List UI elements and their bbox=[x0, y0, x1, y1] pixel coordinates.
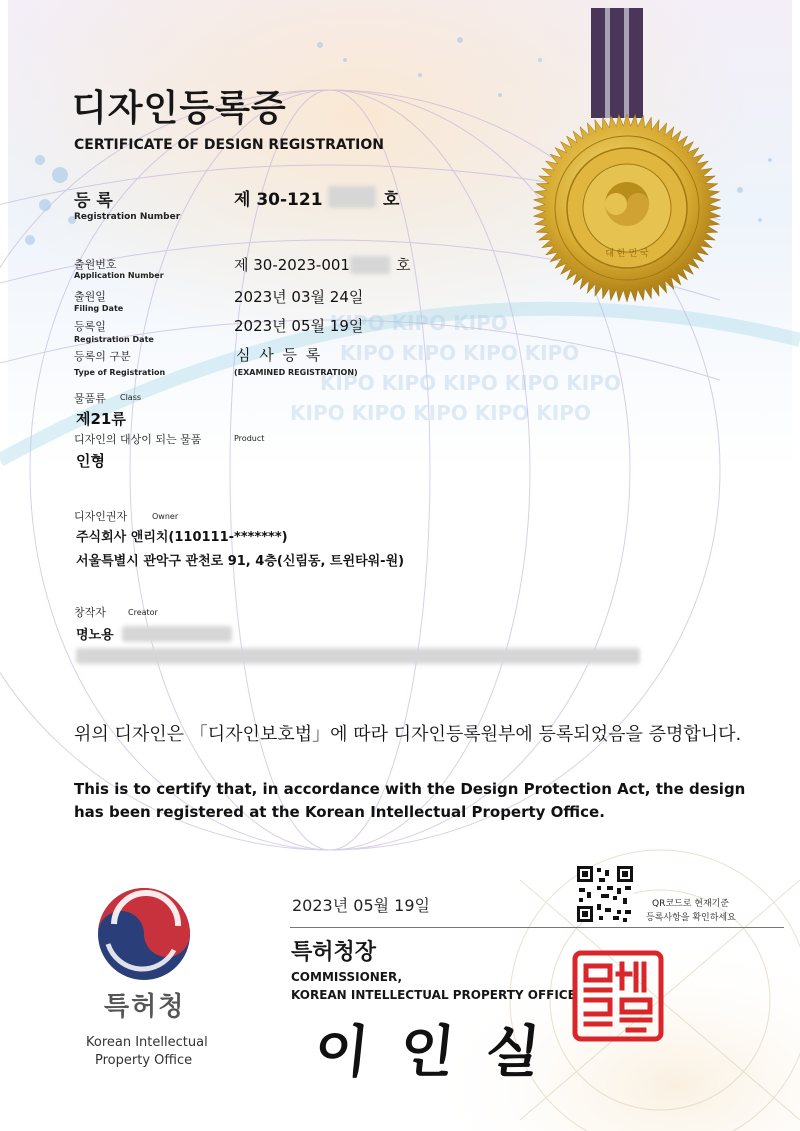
owner-label-en: Owner bbox=[152, 512, 179, 521]
reg-date-label-en: Registration Date bbox=[74, 335, 154, 344]
certification-statement-en: This is to certify that, in accordance with the Design Protection Act, the design has been registered at the Korean Intellectual Property Office. bbox=[74, 780, 746, 821]
certification-statement-ko: 위의 디자인은 「디자인보호법」에 따라 디자인등록원부에 등록되었음을 증명합니다. bbox=[74, 724, 742, 745]
divider-line bbox=[290, 927, 784, 928]
product-label: 디자인의 대상이 되는 물품 bbox=[74, 433, 202, 446]
registration-label: 등 록 bbox=[74, 191, 113, 211]
registration-label-en: Registration Number bbox=[74, 212, 181, 222]
filing-label-en: Filing Date bbox=[74, 304, 124, 313]
qr-note-line-1: QR코드로 현재기준 bbox=[652, 899, 730, 909]
official-red-seal-icon bbox=[572, 950, 664, 1042]
office-name-en-2: Property Office bbox=[95, 1053, 193, 1068]
class-value: 제21류 bbox=[76, 410, 126, 428]
certificate-title: 디자인등록증 bbox=[72, 88, 287, 129]
svg-text:대 한 민 국: 대 한 민 국 bbox=[605, 249, 649, 259]
commissioner-title-en-2: KOREAN INTELLECTUAL PROPERTY OFFICE bbox=[291, 988, 576, 1002]
redacted-block bbox=[76, 648, 640, 664]
owner-label: 디자인권자 bbox=[74, 510, 128, 523]
owner-address: 서울특별시 관악구 관천로 91, 4층(신림동, 트윈타워-원) bbox=[76, 554, 405, 569]
product-value: 인형 bbox=[76, 452, 105, 470]
kipo-logo-icon bbox=[94, 884, 194, 984]
qr-note-line-2: 등록사항을 확인하세요 bbox=[646, 913, 736, 923]
creator-label: 창작자 bbox=[74, 606, 106, 619]
office-name-en-1: Korean Intellectual bbox=[86, 1035, 208, 1050]
commissioner-signature: 이 인 실 bbox=[311, 1019, 550, 1085]
registration-suffix: 호 bbox=[383, 190, 400, 210]
class-label-en: Class bbox=[120, 393, 142, 402]
application-label-en: Application Number bbox=[74, 271, 164, 280]
svg-text:KIPO KIPO KIPO KIPO KIPO: KIPO KIPO KIPO KIPO KIPO bbox=[320, 371, 621, 395]
registration-number: 제 30-121 bbox=[234, 190, 323, 210]
certificate-title-en: CERTIFICATE OF DESIGN REGISTRATION bbox=[74, 137, 385, 153]
filing-label: 출원일 bbox=[74, 290, 106, 303]
application-suffix: 호 bbox=[396, 256, 411, 274]
commissioner-title-ko: 특허청장 bbox=[291, 940, 377, 965]
owner-name: 주식회사 앤리치(110111-*******) bbox=[76, 530, 288, 545]
gold-seal bbox=[530, 0, 730, 310]
registration-type: 심 사 등 록 bbox=[236, 346, 323, 364]
application-number: 제 30-2023-001 bbox=[234, 256, 350, 274]
registration-date: 2023년 05월 19일 bbox=[234, 317, 364, 335]
reg-type-label: 등록의 구분 bbox=[74, 350, 131, 363]
issue-date: 2023년 05월 19일 bbox=[292, 896, 430, 915]
svg-text:KIPO KIPO KIPO KIPO KIPO: KIPO KIPO KIPO KIPO KIPO bbox=[290, 401, 591, 425]
reg-date-label: 등록일 bbox=[74, 320, 106, 333]
filing-date: 2023년 03월 24일 bbox=[234, 288, 364, 306]
svg-text:KIPO KIPO KIPO: KIPO KIPO KIPO bbox=[330, 311, 508, 335]
office-name-ko: 특허청 bbox=[104, 992, 186, 1022]
commissioner-title-en-1: COMMISSIONER, bbox=[291, 970, 403, 984]
creator-label-en: Creator bbox=[128, 608, 158, 617]
creator-name: 명노용 bbox=[76, 628, 114, 643]
redacted-block bbox=[122, 626, 232, 642]
product-label-en: Product bbox=[234, 434, 265, 443]
reg-type-label-en: Type of Registration bbox=[74, 368, 166, 377]
qr-code[interactable] bbox=[577, 866, 633, 922]
redacted-block bbox=[350, 256, 390, 274]
svg-text:KIPO KIPO KIPO KIPO: KIPO KIPO KIPO KIPO bbox=[340, 341, 580, 365]
class-label: 물품류 bbox=[74, 392, 106, 405]
redacted-block bbox=[328, 186, 376, 208]
application-label: 출원번호 bbox=[74, 258, 117, 271]
registration-type-en: (EXAMINED REGISTRATION) bbox=[234, 368, 358, 377]
